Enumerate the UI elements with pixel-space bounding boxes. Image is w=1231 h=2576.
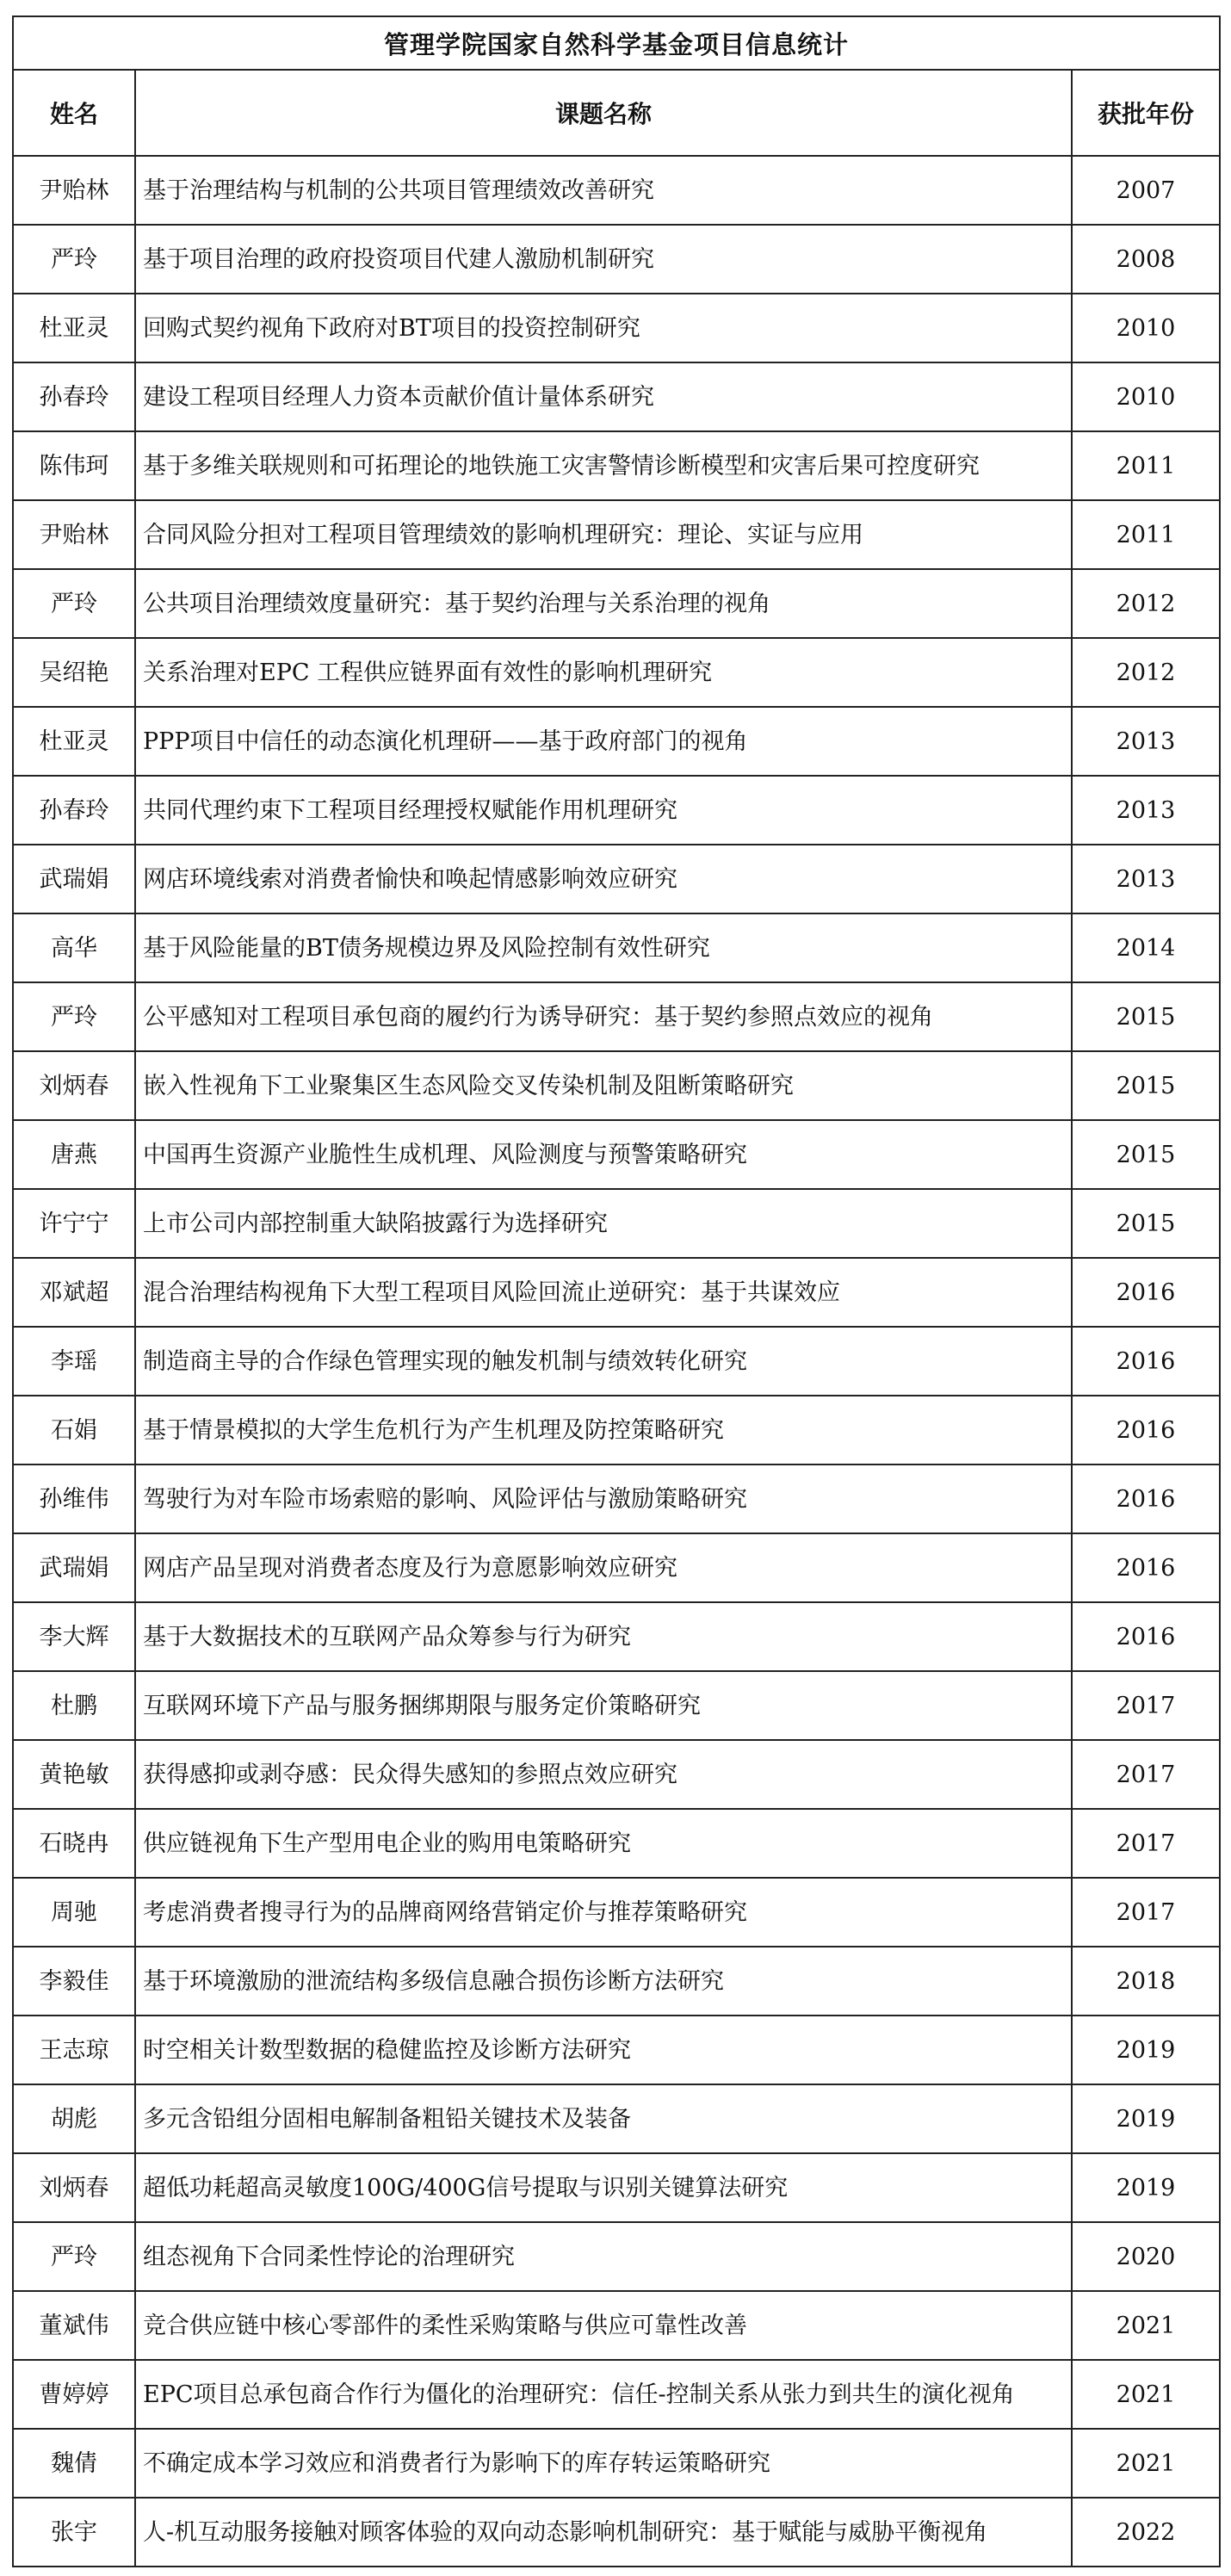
cell-project-title: PPP项目中信任的动态演化机理研——基于政府部门的视角: [135, 707, 1072, 776]
cell-year: 2012: [1072, 569, 1220, 638]
table-row: [13, 1602, 1220, 1671]
table-row: [13, 2429, 1220, 2498]
cell-name: 张宇: [13, 2498, 135, 2567]
cell-project-title: 制造商主导的合作绿色管理实现的触发机制与绩效转化研究: [135, 1327, 1072, 1396]
cell-name: 杜鹏: [13, 1671, 135, 1740]
cell-name: 尹贻林: [13, 156, 135, 225]
table-title-row: [13, 16, 1220, 70]
cell-year: 2014: [1072, 913, 1220, 982]
table-row: [13, 500, 1220, 569]
cell-project-title: 超低功耗超高灵敏度100G/400G信号提取与识别关键算法研究: [135, 2153, 1072, 2222]
cell-name: 尹贻林: [13, 500, 135, 569]
table-row: [13, 2016, 1220, 2084]
cell-project-title: 公平感知对工程项目承包商的履约行为诱导研究：基于契约参照点效应的视角: [135, 982, 1072, 1051]
table-row: [13, 1947, 1220, 2016]
table-row: [13, 431, 1220, 500]
table-row: [13, 1809, 1220, 1878]
cell-year: 2020: [1072, 2222, 1220, 2291]
cell-year: 2012: [1072, 638, 1220, 707]
table-row: [13, 2084, 1220, 2153]
table-row: [13, 1327, 1220, 1396]
table-row: [13, 1878, 1220, 1947]
cell-name: 王志琼: [13, 2016, 135, 2084]
cell-project-title: 关系治理对EPC 工程供应链界面有效性的影响机理研究: [135, 638, 1072, 707]
table-row: [13, 2291, 1220, 2360]
cell-year: 2013: [1072, 845, 1220, 913]
cell-name: 严玲: [13, 569, 135, 638]
cell-year: 2017: [1072, 1878, 1220, 1947]
cell-project-title: 基于情景模拟的大学生危机行为产生机理及防控策略研究: [135, 1396, 1072, 1464]
cell-year: 2017: [1072, 1809, 1220, 1878]
table-row: [13, 1258, 1220, 1327]
cell-project-title: 基于治理结构与机制的公共项目管理绩效改善研究: [135, 156, 1072, 225]
cell-project-title: 时空相关计数型数据的稳健监控及诊断方法研究: [135, 2016, 1072, 2084]
table-row: [13, 913, 1220, 982]
cell-year: 2013: [1072, 776, 1220, 845]
cell-year: 2010: [1072, 294, 1220, 362]
cell-name: 石娟: [13, 1396, 135, 1464]
header-year: 获批年份: [1072, 70, 1220, 156]
cell-name: 严玲: [13, 982, 135, 1051]
cell-project-title: 多元含铅组分固相电解制备粗铅关键技术及装备: [135, 2084, 1072, 2153]
table-row: [13, 1396, 1220, 1464]
cell-year: 2019: [1072, 2153, 1220, 2222]
table-row: [13, 845, 1220, 913]
table-row: [13, 2153, 1220, 2222]
cell-year: 2016: [1072, 1396, 1220, 1464]
cell-name: 魏倩: [13, 2429, 135, 2498]
cell-project-title: 供应链视角下生产型用电企业的购用电策略研究: [135, 1809, 1072, 1878]
cell-project-title: 回购式契约视角下政府对BT项目的投资控制研究: [135, 294, 1072, 362]
cell-year: 2016: [1072, 1533, 1220, 1602]
cell-year: 2011: [1072, 431, 1220, 500]
cell-name: 杜亚灵: [13, 707, 135, 776]
table-row: [13, 2360, 1220, 2429]
cell-project-title: 上市公司内部控制重大缺陷披露行为选择研究: [135, 1189, 1072, 1258]
cell-project-title: 不确定成本学习效应和消费者行为影响下的库存转运策略研究: [135, 2429, 1072, 2498]
table-row: [13, 156, 1220, 225]
cell-project-title: 基于项目治理的政府投资项目代建人激励机制研究: [135, 225, 1072, 294]
table-row: [13, 1120, 1220, 1189]
cell-name: 刘炳春: [13, 1051, 135, 1120]
table-row: [13, 1051, 1220, 1120]
table-row: [13, 294, 1220, 362]
table-header-row: [13, 70, 1220, 156]
table-row: [13, 2498, 1220, 2567]
cell-name: 曹婷婷: [13, 2360, 135, 2429]
cell-project-title: 公共项目治理绩效度量研究：基于契约治理与关系治理的视角: [135, 569, 1072, 638]
cell-name: 武瑞娟: [13, 1533, 135, 1602]
cell-year: 2010: [1072, 362, 1220, 431]
table-row: [13, 569, 1220, 638]
cell-year: 2016: [1072, 1464, 1220, 1533]
cell-year: 2016: [1072, 1327, 1220, 1396]
cell-year: 2008: [1072, 225, 1220, 294]
cell-year: 2021: [1072, 2291, 1220, 2360]
cell-project-title: 基于大数据技术的互联网产品众筹参与行为研究: [135, 1602, 1072, 1671]
cell-project-title: 基于多维关联规则和可拓理论的地铁施工灾害警情诊断模型和灾害后果可控度研究: [135, 431, 1072, 500]
cell-name: 吴绍艳: [13, 638, 135, 707]
cell-name: 李瑶: [13, 1327, 135, 1396]
cell-year: 2019: [1072, 2084, 1220, 2153]
cell-project-title: EPC项目总承包商合作行为僵化的治理研究：信任-控制关系从张力到共生的演化视角: [135, 2360, 1072, 2429]
cell-name: 刘炳春: [13, 2153, 135, 2222]
cell-name: 武瑞娟: [13, 845, 135, 913]
cell-year: 2016: [1072, 1602, 1220, 1671]
table-row: [13, 1189, 1220, 1258]
cell-year: 2021: [1072, 2429, 1220, 2498]
cell-year: 2011: [1072, 500, 1220, 569]
table-row: [13, 225, 1220, 294]
cell-project-title: 嵌入性视角下工业聚集区生态风险交叉传染机制及阻断策略研究: [135, 1051, 1072, 1120]
cell-year: 2019: [1072, 2016, 1220, 2084]
table-row: [13, 2222, 1220, 2291]
nsfc-project-table: [12, 15, 1221, 2567]
cell-project-title: 基于环境激励的泄流结构多级信息融合损伤诊断方法研究: [135, 1947, 1072, 2016]
table-row: [13, 362, 1220, 431]
cell-project-title: 组态视角下合同柔性悖论的治理研究: [135, 2222, 1072, 2291]
cell-name: 黄艳敏: [13, 1740, 135, 1809]
cell-name: 李大辉: [13, 1602, 135, 1671]
cell-name: 周驰: [13, 1878, 135, 1947]
cell-project-title: 人-机互动服务接触对顾客体验的双向动态影响机制研究：基于赋能与威胁平衡视角: [135, 2498, 1072, 2567]
cell-year: 2021: [1072, 2360, 1220, 2429]
cell-project-title: 中国再生资源产业脆性生成机理、风险测度与预警策略研究: [135, 1120, 1072, 1189]
cell-name: 严玲: [13, 2222, 135, 2291]
table-row: [13, 1464, 1220, 1533]
cell-name: 唐燕: [13, 1120, 135, 1189]
cell-year: 2007: [1072, 156, 1220, 225]
table-title: 管理学院国家自然科学基金项目信息统计: [13, 16, 1220, 70]
cell-year: 2018: [1072, 1947, 1220, 2016]
cell-name: 邓斌超: [13, 1258, 135, 1327]
cell-name: 胡彪: [13, 2084, 135, 2153]
cell-project-title: 建设工程项目经理人力资本贡献价值计量体系研究: [135, 362, 1072, 431]
header-name: 姓名: [13, 70, 135, 156]
cell-name: 孙维伟: [13, 1464, 135, 1533]
cell-project-title: 混合治理结构视角下大型工程项目风险回流止逆研究：基于共谋效应: [135, 1258, 1072, 1327]
header-project: 课题名称: [135, 70, 1072, 156]
cell-project-title: 网店产品呈现对消费者态度及行为意愿影响效应研究: [135, 1533, 1072, 1602]
cell-year: 2013: [1072, 707, 1220, 776]
cell-year: 2022: [1072, 2498, 1220, 2567]
table-row: [13, 638, 1220, 707]
cell-year: 2017: [1072, 1740, 1220, 1809]
cell-name: 杜亚灵: [13, 294, 135, 362]
table-row: [13, 1671, 1220, 1740]
cell-year: 2015: [1072, 982, 1220, 1051]
cell-name: 石晓冉: [13, 1809, 135, 1878]
table-body: [13, 156, 1220, 2567]
table-row: [13, 1533, 1220, 1602]
cell-project-title: 基于风险能量的BT债务规模边界及风险控制有效性研究: [135, 913, 1072, 982]
cell-project-title: 考虑消费者搜寻行为的品牌商网络营销定价与推荐策略研究: [135, 1878, 1072, 1947]
cell-name: 孙春玲: [13, 362, 135, 431]
cell-project-title: 合同风险分担对工程项目管理绩效的影响机理研究：理论、实证与应用: [135, 500, 1072, 569]
table-row: [13, 707, 1220, 776]
cell-project-title: 竞合供应链中核心零部件的柔性采购策略与供应可靠性改善: [135, 2291, 1072, 2360]
cell-year: 2015: [1072, 1189, 1220, 1258]
cell-project-title: 获得感抑或剥夺感：民众得失感知的参照点效应研究: [135, 1740, 1072, 1809]
cell-project-title: 驾驶行为对车险市场索赔的影响、风险评估与激励策略研究: [135, 1464, 1072, 1533]
table-row: [13, 1740, 1220, 1809]
cell-name: 严玲: [13, 225, 135, 294]
cell-name: 李毅佳: [13, 1947, 135, 2016]
cell-name: 陈伟珂: [13, 431, 135, 500]
table-row: [13, 982, 1220, 1051]
cell-year: 2017: [1072, 1671, 1220, 1740]
cell-year: 2015: [1072, 1120, 1220, 1189]
cell-project-title: 网店环境线索对消费者愉快和唤起情感影响效应研究: [135, 845, 1072, 913]
cell-year: 2015: [1072, 1051, 1220, 1120]
cell-name: 董斌伟: [13, 2291, 135, 2360]
table-row: [13, 776, 1220, 845]
cell-name: 孙春玲: [13, 776, 135, 845]
cell-year: 2016: [1072, 1258, 1220, 1327]
cell-project-title: 互联网环境下产品与服务捆绑期限与服务定价策略研究: [135, 1671, 1072, 1740]
cell-name: 许宁宁: [13, 1189, 135, 1258]
cell-name: 高华: [13, 913, 135, 982]
cell-project-title: 共同代理约束下工程项目经理授权赋能作用机理研究: [135, 776, 1072, 845]
